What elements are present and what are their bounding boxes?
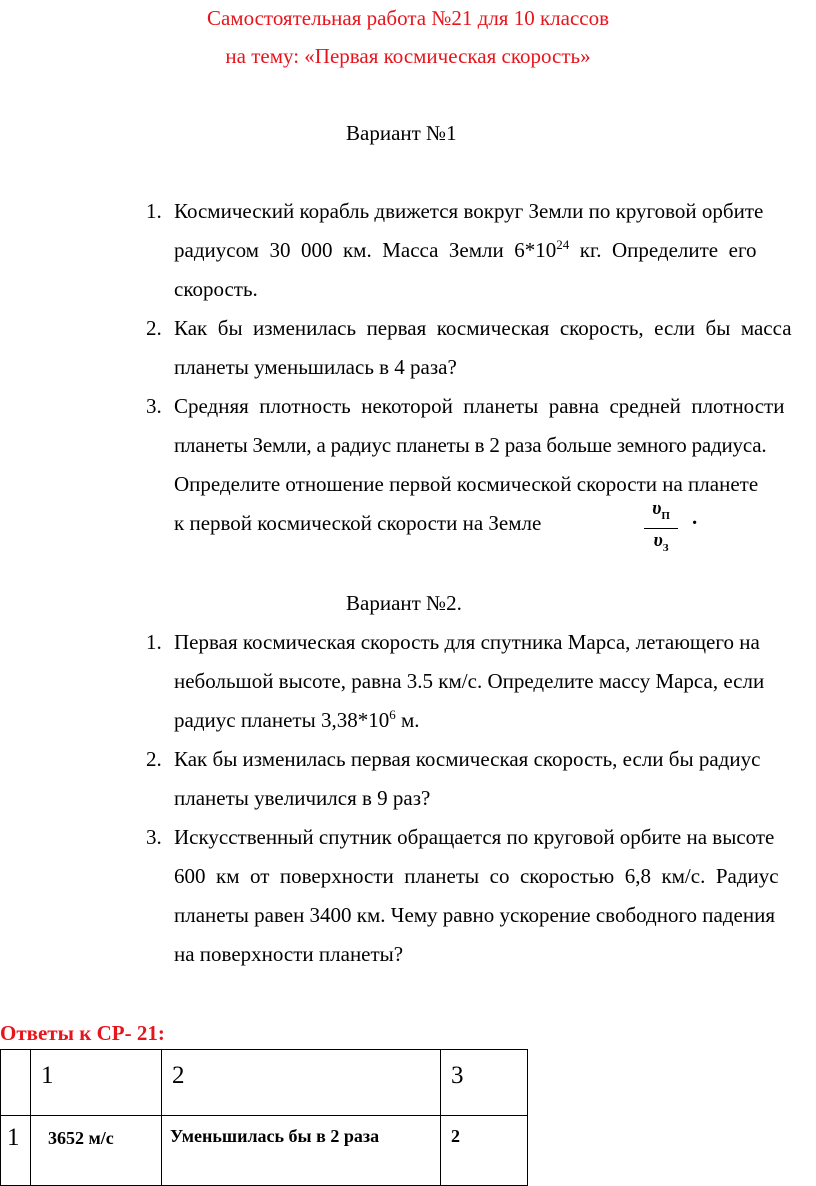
v1-q3-line2: планеты Земли, а радиус планеты в 2 раза больше земного радиуса.: [174, 433, 767, 457]
v1-q1-line2-text: радиусом 30 000 км. Масса Земли 6*10: [174, 238, 557, 262]
v2-q1-line3: [174, 708, 420, 733]
v2-q3-line2: 600 км от поверхности планеты со скоростью 6,8 км/с. Радиус: [174, 864, 779, 888]
answers-header-row: [1, 1050, 528, 1116]
v2-q3-line1: Искусственный спутник обращается по круговой орбите на высоте: [174, 825, 775, 849]
v1-q2-line2: планеты уменьшилась в 4 раза?: [174, 355, 457, 379]
v2-q3-line4: на поверхности планеты?: [174, 942, 404, 966]
answers-row-1-answer-2: Уменьшилась бы в 2 раза: [162, 1116, 441, 1186]
v1-q3-number: 3.: [146, 394, 162, 418]
v1-q3-line3: Определите отношение первой космической скорости на планете: [174, 472, 759, 496]
answers-header-cell-0: [1, 1050, 31, 1116]
fraction-period: .: [692, 505, 698, 529]
worksheet-title: Самостоятельная работа №21 для 10 классов: [206, 6, 610, 30]
numerator-subscript: П: [661, 509, 670, 522]
answers-row-1-answer-1: 3652 м/с: [31, 1116, 162, 1186]
fraction-numerator: [644, 499, 678, 526]
v1-q1-number: 1.: [146, 199, 162, 223]
v1-q1-exponent: 24: [556, 237, 570, 252]
v2-q1-line3-unit: м.: [395, 708, 420, 732]
answers-header-cell-1: 1: [31, 1050, 162, 1116]
v2-q1-line3-text: радиус планеты 3,38*10: [174, 708, 390, 732]
answers-row-1-number: 1: [1, 1116, 31, 1186]
denominator-symbol: υ: [653, 529, 663, 551]
velocity-ratio-fraction: [644, 499, 678, 558]
v1-q1-line2: [174, 238, 757, 263]
answers-header-cell-3: 3: [441, 1050, 528, 1116]
v1-q3-line1: Средняя плотность некоторой планеты равна средней плотности: [174, 394, 785, 418]
v1-q2-number: 2.: [146, 316, 162, 340]
v2-q3-line3: планеты равен 3400 км. Чему равно ускорение свободного падения: [174, 903, 775, 927]
answers-table: [0, 1049, 528, 1186]
variant-2-title: Вариант №2.: [346, 591, 462, 615]
v2-q1-exponent: 6: [389, 707, 396, 722]
v1-q1-line1: Космический корабль движется вокруг Земли по круговой орбите: [174, 199, 764, 223]
v2-q2-line2: планеты увеличился в 9 раз?: [174, 786, 431, 810]
v2-q2-line1: Как бы изменилась первая космическая скорость, если бы радиус: [174, 747, 761, 771]
answers-row-1-answer-3: 2: [441, 1116, 528, 1186]
v1-q1-line3: скорость.: [174, 277, 258, 301]
v1-q2-line1: Как бы изменилась первая космическая скорость, если бы масса: [174, 316, 792, 340]
fraction-bar: [644, 528, 678, 529]
answers-title: Ответы к СР- 21:: [0, 1021, 165, 1045]
v1-q1-line2-text-end: кг. Определите его: [569, 238, 757, 262]
v2-q2-number: 2.: [146, 747, 162, 771]
answers-header-cell-2: 2: [162, 1050, 441, 1116]
numerator-symbol: υ: [652, 498, 662, 519]
v2-q1-number: 1.: [146, 630, 162, 654]
worksheet-topic: на тему: «Первая космическая скорость»: [225, 44, 591, 68]
fraction-denominator: [644, 531, 678, 558]
v2-q1-line1: Первая космическая скорость для спутника Марса, летающего на: [174, 630, 760, 654]
variant-1-title: Вариант №1: [346, 121, 457, 145]
v1-q3-line4: к первой космической скорости на Земле: [174, 511, 542, 535]
v2-q1-line2: небольшой высоте, равна 3.5 км/с. Определите массу Марса, если: [174, 669, 765, 693]
denominator-subscript: З: [662, 541, 669, 554]
answers-row-1: [1, 1116, 528, 1186]
v2-q3-number: 3.: [146, 825, 162, 849]
